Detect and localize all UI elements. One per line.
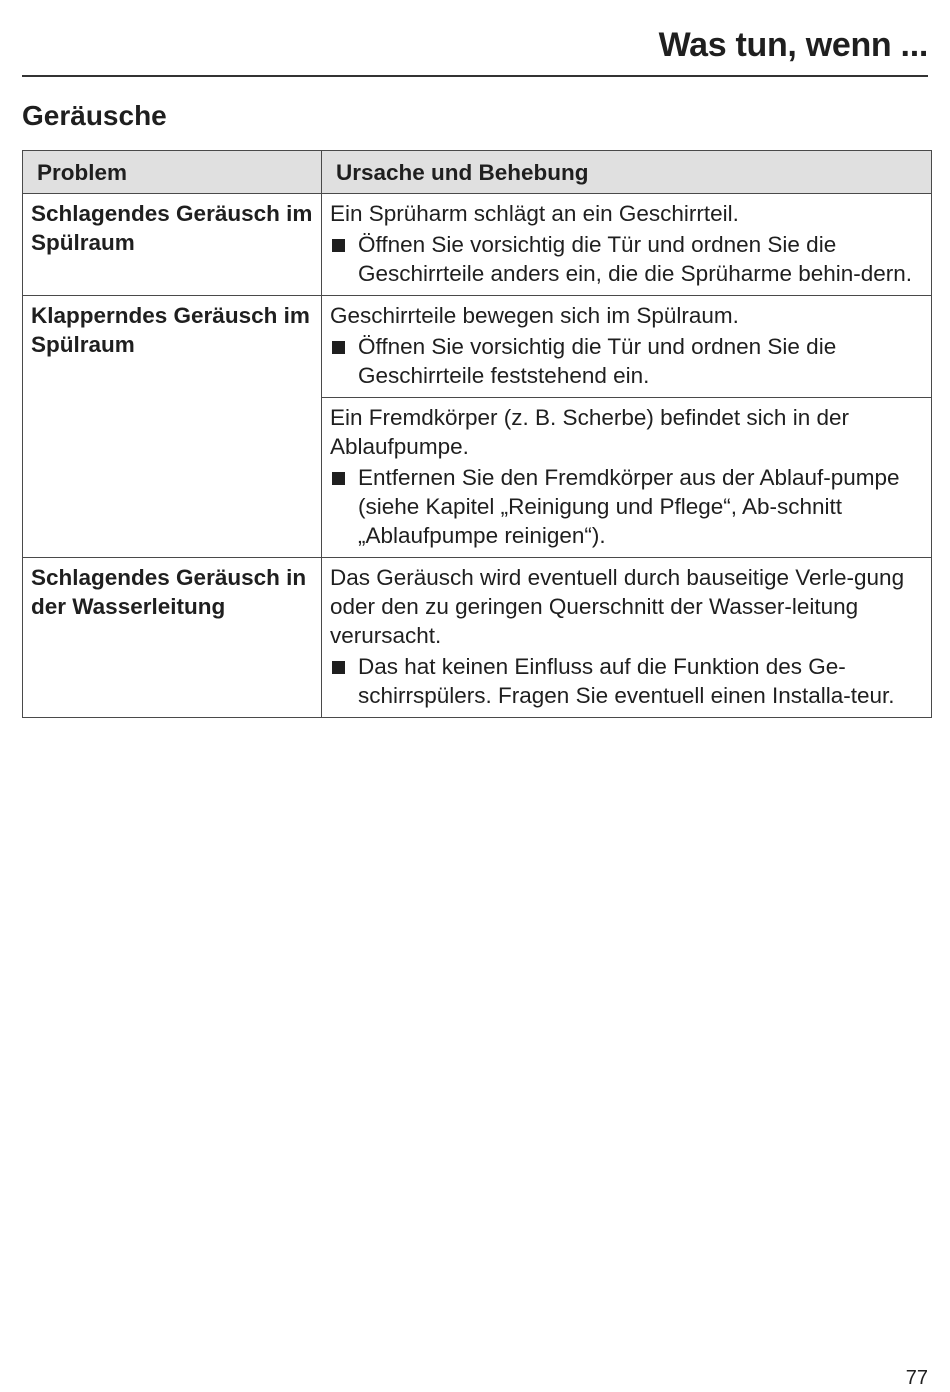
action-text: Entfernen Sie den Fremdkörper aus der Ablauf-pumpe (siehe Kapitel „Reinigung und Pflege“, Ab-schnitt „Ablaufpumpe reinigen“).	[358, 465, 900, 548]
page-header-title: Was tun, wenn ...	[658, 26, 928, 64]
solution-cell	[322, 296, 932, 398]
cause-text: Ein Fremdkörper (z. B. Scherbe) befindet sich in der Ablaufpumpe.	[330, 405, 849, 459]
table-row	[23, 194, 932, 296]
square-bullet-icon	[332, 239, 345, 252]
action-item	[330, 652, 923, 710]
cause-text: Geschirrteile bewegen sich im Spülraum.	[330, 303, 739, 328]
square-bullet-icon	[332, 341, 345, 354]
solution-cell	[322, 194, 932, 296]
action-item	[330, 463, 923, 550]
table-row	[23, 558, 932, 718]
problem-cell: Schlagendes Geräusch im Spülraum	[23, 194, 322, 296]
header-divider	[22, 75, 928, 77]
column-header-solution: Ursache und Behebung	[322, 151, 932, 194]
square-bullet-icon	[332, 661, 345, 674]
cause-text: Ein Sprüharm schlägt an ein Geschirrteil.	[330, 201, 739, 226]
section-title: Geräusche	[22, 100, 167, 131]
table-row	[23, 296, 932, 398]
table-header-row	[23, 151, 932, 194]
solution-cell	[322, 558, 932, 718]
action-text: Öffnen Sie vorsichtig die Tür und ordnen Sie die Geschirrteile feststehend ein.	[358, 334, 837, 388]
action-item	[330, 332, 923, 390]
action-item	[330, 230, 923, 288]
troubleshooting-table	[22, 150, 932, 718]
problem-cell: Schlagendes Geräusch in der Wasserleitung	[23, 558, 322, 718]
problem-cell: Klapperndes Geräusch im Spülraum	[23, 296, 322, 558]
action-text: Öffnen Sie vorsichtig die Tür und ordnen Sie die Geschirrteile anders ein, die die Sprüharme behin-dern.	[358, 232, 913, 286]
solution-cell	[322, 398, 932, 558]
page-number: 77	[905, 1367, 928, 1389]
action-text: Das hat keinen Einfluss auf die Funktion des Ge-schirrspülers. Fragen Sie eventuell einen Installa-teur.	[358, 654, 895, 708]
cause-text: Das Geräusch wird eventuell durch bauseitige Verle-gung oder den zu geringen Querschnitt der Wasser-leitung verursacht.	[330, 565, 905, 648]
column-header-problem: Problem	[23, 151, 322, 194]
square-bullet-icon	[332, 472, 345, 485]
